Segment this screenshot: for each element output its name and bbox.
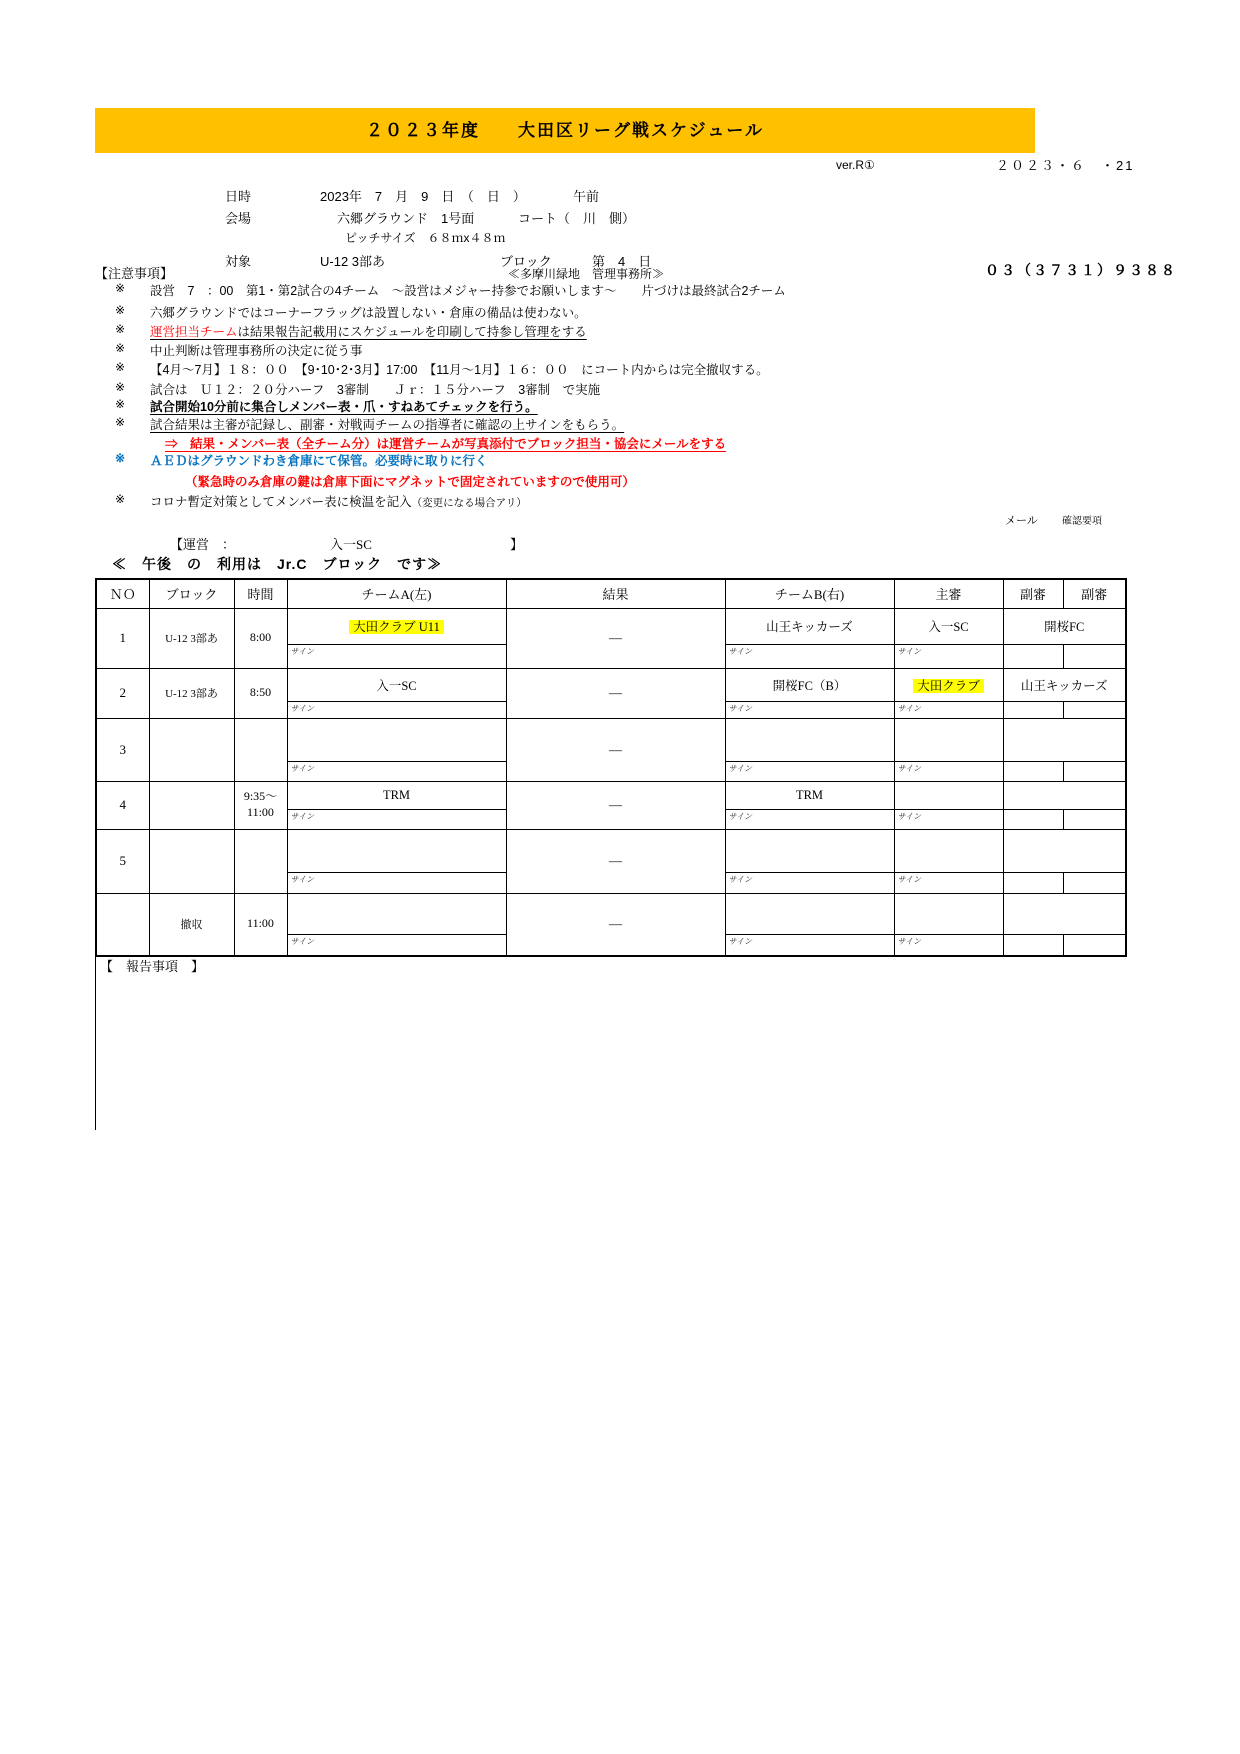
time-cell xyxy=(234,829,287,893)
referee-cell xyxy=(894,893,1003,934)
note-item xyxy=(0,303,1240,321)
sign-cell xyxy=(1003,761,1063,781)
note-text: 試合開始10分前に集合しメンバー表・爪・すねあてチェックを行う。 xyxy=(150,400,538,414)
col-header-time: 時間 xyxy=(234,579,287,608)
team-b-cell: 開桜FC（B） xyxy=(725,668,894,701)
note-marker: ※ xyxy=(115,281,126,295)
col-header-team-b: チームB(右) xyxy=(725,579,894,608)
note-item xyxy=(0,380,1240,398)
sign-cell: サイン xyxy=(287,644,506,668)
sign-cell: サイン xyxy=(287,934,506,956)
target-label: 対象 xyxy=(225,254,252,269)
time-cell: 9:35～ 11:00 xyxy=(234,781,287,829)
col-header-assistant-2: 副審 xyxy=(1063,579,1126,608)
target-value: U-12 3部あ xyxy=(320,254,386,269)
no-cell: 4 xyxy=(96,781,149,829)
sign-cell: サイン xyxy=(287,809,506,829)
sign-cell: サイン xyxy=(894,872,1003,893)
sign-cell xyxy=(1063,934,1126,956)
team-a-cell xyxy=(287,608,506,644)
mail-label: メール xyxy=(1005,515,1038,527)
afternoon-notice: ≪ 午後 の 利用は Jr.C ブロック です≫ xyxy=(112,556,443,572)
team-a-cell: 入一SC xyxy=(287,668,506,701)
target-block: ブロック xyxy=(500,254,552,269)
note-text: 【4月～7月】１８：００ 【9･10･2･3月】17:00 【11月～1月】１６：００ にコート内からは完全撤収する。 xyxy=(150,363,769,377)
report-heading: 【 報告事項 】 xyxy=(100,959,205,974)
block-cell xyxy=(149,829,234,893)
note-text-main: コロナ暫定対策としてメンバー表に検温を記入 xyxy=(150,495,412,509)
time-cell: 11:00 xyxy=(234,893,287,956)
pitch-size: ピッチサイズ ６８ｍx４８ｍ xyxy=(345,231,506,245)
sign-cell: サイン xyxy=(725,872,894,893)
sign-cell xyxy=(1003,809,1063,829)
note-item xyxy=(0,492,1240,510)
office-phone: ０３（３７３１）９３８８ xyxy=(985,262,1177,278)
referee-cell xyxy=(894,718,1003,761)
note-text: 試合は Ｕ１２：２０分ハーフ 3審制 Ｊｒ：１５分ハーフ 3審制 で実施 xyxy=(150,383,601,397)
col-header-block: ブロック xyxy=(149,579,234,608)
sign-cell: サイン xyxy=(894,761,1003,781)
no-cell: 3 xyxy=(96,718,149,781)
note-item xyxy=(0,434,1240,452)
operation-team: 入一SC xyxy=(330,537,372,552)
result-cell: ― xyxy=(506,718,725,781)
highlighted-team: 大田クラブ xyxy=(913,679,984,693)
operation-open: 【運営 ： xyxy=(170,537,236,552)
note-text-key: （緊急時のみ倉庫の鍵は倉庫下面にマグネットで固定されていますので使用可） xyxy=(185,475,635,489)
note-item xyxy=(0,397,1240,415)
block-cell: U-12 3部あ xyxy=(149,608,234,668)
no-cell: 1 xyxy=(96,608,149,668)
note-text-rest: は結果報告記載用にスケジュールを印刷して持参し管理をする xyxy=(237,325,587,339)
venue-court: コート（ 川 側） xyxy=(518,211,636,226)
sign-cell: サイン xyxy=(725,934,894,956)
sign-cell: サイン xyxy=(725,809,894,829)
block-cell: U-12 3部あ xyxy=(149,668,234,718)
team-a-cell xyxy=(287,829,506,872)
note-text-aed: ＡＥＤはグラウンドわき倉庫にて保管。必要時に取りに行く xyxy=(150,454,488,468)
referee-cell xyxy=(894,668,1003,701)
datetime-ampm: 午前 xyxy=(573,189,600,204)
highlighted-team: 大田クラブ U11 xyxy=(349,620,444,634)
no-cell: 5 xyxy=(96,829,149,893)
result-cell: ― xyxy=(506,668,725,718)
note-item xyxy=(0,472,1240,490)
sign-cell: サイン xyxy=(287,701,506,718)
col-header-no: ＮＯ xyxy=(96,579,149,608)
assistants-cell xyxy=(1003,781,1126,809)
assistants-cell xyxy=(1003,893,1126,934)
note-marker: ※ xyxy=(115,360,126,374)
sign-cell: サイン xyxy=(287,872,506,893)
version-label: ver.R① xyxy=(836,158,875,172)
sign-cell: サイン xyxy=(894,809,1003,829)
col-header-team-a: チームA(左) xyxy=(287,579,506,608)
target-day: 第 4 日 xyxy=(592,254,652,269)
block-cell xyxy=(149,718,234,781)
note-text xyxy=(150,492,527,510)
referee-cell: 入一SC xyxy=(894,608,1003,644)
note-item xyxy=(0,451,1240,469)
cautions-heading: 【注意事項】 xyxy=(95,266,174,281)
result-cell: ― xyxy=(506,829,725,893)
confirm-label: 確認要項 xyxy=(1062,516,1102,527)
sign-cell xyxy=(1003,934,1063,956)
assistants-cell: 山王キッカーズ xyxy=(1003,668,1126,701)
col-header-result: 結果 xyxy=(506,579,725,608)
col-header-referee: 主審 xyxy=(894,579,1003,608)
sign-cell xyxy=(1063,644,1126,668)
note-item xyxy=(0,281,1240,299)
operation-close: 】 xyxy=(510,537,524,552)
note-marker: ※ xyxy=(115,303,126,317)
time-cell: 8:50 xyxy=(234,668,287,718)
sign-cell xyxy=(1063,701,1126,718)
sign-cell: サイン xyxy=(894,934,1003,956)
note-marker: ※ xyxy=(115,397,126,411)
note-item xyxy=(0,415,1240,433)
table-row xyxy=(96,829,1126,872)
assistants-cell xyxy=(1003,829,1126,872)
schedule-table xyxy=(95,578,1127,957)
table-row xyxy=(96,781,1126,809)
team-b-cell xyxy=(725,718,894,761)
note-item xyxy=(0,341,1240,359)
referee-cell xyxy=(894,829,1003,872)
note-text: 六郷グラウンドではコーナーフラッグは設置しない・倉庫の備品は使わない。 xyxy=(150,306,587,320)
team-a-cell: TRM xyxy=(287,781,506,809)
time-cell: 8:00 xyxy=(234,608,287,668)
sign-cell xyxy=(1063,761,1126,781)
note-text xyxy=(150,322,587,340)
team-b-cell: TRM xyxy=(725,781,894,809)
datetime-value: 2023年 7 月 9 日 （ 日 ） xyxy=(320,189,526,204)
sign-cell xyxy=(1003,872,1063,893)
sign-cell: サイン xyxy=(725,644,894,668)
note-text-small: （変更になる場合アリ） xyxy=(411,497,527,509)
office-name: ≪多摩川緑地 管理事務所≫ xyxy=(508,267,665,281)
team-a-cell xyxy=(287,893,506,934)
result-cell: ― xyxy=(506,893,725,956)
revision-date: ２０２３・６ ・21 xyxy=(996,158,1135,173)
note-text: 中止判断は管理事務所の決定に従う事 xyxy=(150,344,363,358)
title-banner xyxy=(95,108,1035,153)
block-cell xyxy=(149,781,234,829)
sign-cell: サイン xyxy=(725,701,894,718)
note-text-red: 運営担当チーム xyxy=(150,325,238,339)
block-cell: 撤収 xyxy=(149,893,234,956)
datetime-label: 日時 xyxy=(225,189,252,204)
note-marker: ※ xyxy=(115,451,126,465)
no-cell xyxy=(96,893,149,956)
note-item xyxy=(0,360,1240,378)
note-marker: ※ xyxy=(115,341,126,355)
no-cell: 2 xyxy=(96,668,149,718)
note-text-mail-rule: ⇒ 結果・メンバー表（全チーム分）は運営チームが写真添付でブロック担当・協会にメールをする xyxy=(165,437,727,451)
sign-cell: サイン xyxy=(725,761,894,781)
team-a-cell xyxy=(287,718,506,761)
sign-cell: サイン xyxy=(287,761,506,781)
result-cell: ― xyxy=(506,608,725,668)
table-row xyxy=(96,668,1126,701)
team-b-cell: 山王キッカーズ xyxy=(725,608,894,644)
note-text: 設営 7 ：00 第1・第2試合の4チーム ～設営はメジャー持参でお願いします～ 片づけは最終試合2チーム xyxy=(150,284,786,298)
table-header-row xyxy=(96,579,1126,608)
sign-cell xyxy=(1063,872,1126,893)
assistants-cell: 開桜FC xyxy=(1003,608,1126,644)
col-header-assistant-1: 副審 xyxy=(1003,579,1063,608)
sign-cell: サイン xyxy=(894,644,1003,668)
note-marker: ※ xyxy=(115,492,126,506)
note-marker: ※ xyxy=(115,415,126,429)
report-left-border xyxy=(95,955,96,1130)
result-cell: ― xyxy=(506,781,725,829)
sign-cell: サイン xyxy=(894,701,1003,718)
referee-cell xyxy=(894,781,1003,809)
venue-label: 会場 xyxy=(225,211,252,226)
sign-cell xyxy=(1003,644,1063,668)
table-row xyxy=(96,718,1126,761)
assistants-cell xyxy=(1003,718,1126,761)
team-b-cell xyxy=(725,829,894,872)
note-text: 試合結果は主審が記録し、副審・対戦両チームの指導者に確認の上サインをもらう。 xyxy=(150,418,625,432)
page-title: ２０２３年度 大田区リーグ戦スケジュール xyxy=(366,121,764,140)
table-row xyxy=(96,893,1126,934)
table-row xyxy=(96,608,1126,644)
note-marker: ※ xyxy=(115,322,126,336)
sign-cell xyxy=(1003,701,1063,718)
team-b-cell xyxy=(725,893,894,934)
time-cell xyxy=(234,718,287,781)
sign-cell xyxy=(1063,809,1126,829)
note-item xyxy=(0,322,1240,340)
note-marker: ※ xyxy=(115,380,126,394)
venue-value: 六郷グラウンド 1号面 xyxy=(337,211,475,226)
